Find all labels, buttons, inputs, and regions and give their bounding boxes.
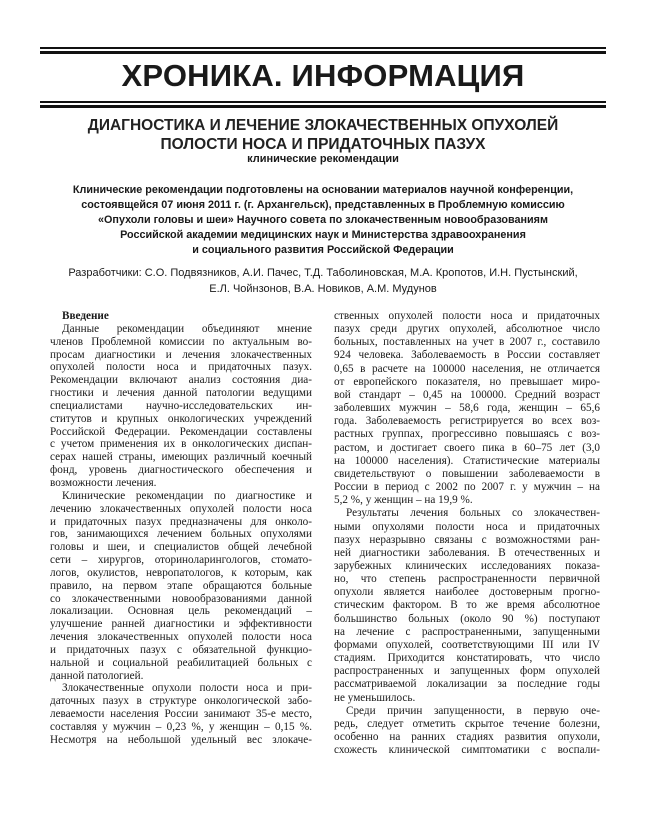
text-line: головы и шеи, и специалистов общей лечебной xyxy=(50,541,312,554)
text-line: заболевших мужчин – 58,6 года, женщин – 65,6 xyxy=(334,402,600,415)
body-column-right xyxy=(334,310,600,757)
authors-line: Разработчики: С.О. Подвязников, А.И. Пачес, Т.Д. Таболиновская, М.А. Кропотов, И.Н. Пустынский, xyxy=(68,267,578,279)
article-title-line: ПОЛОСТИ НОСА И ПРИДАТОЧНЫХ ПАЗУХ xyxy=(160,136,486,153)
text-line: зарубежных клинических исследованиях показа- xyxy=(334,559,600,572)
text-line: ней диагностики заболевания. В отечественных и xyxy=(334,546,600,559)
text-line: Российской Федерации. Рекомендации составлены xyxy=(50,425,312,438)
text-line: Рекомендации включают анализ состояния диа- xyxy=(50,374,312,387)
text-line: с учетом применения их в онкологических диспан- xyxy=(50,438,312,451)
text-line: вой стандарт – 0,45 на 100000. Средний возраст xyxy=(334,388,600,401)
text-line: логов, окулистов, невропатологов, к которым, как xyxy=(50,566,312,579)
text-line: свидетельствуют о повышении заболеваемости в xyxy=(334,467,600,480)
authors xyxy=(40,265,606,297)
text-line: сети – хирургов, оториноларингологов, стомато- xyxy=(50,554,312,567)
text-line: лечения злокачественных опухолей полости носа xyxy=(50,631,312,644)
text-line: Данные рекомендации объединяют мнение xyxy=(62,322,312,335)
text-line: Клинические рекомендации по диагностике и xyxy=(62,489,312,502)
text-line: стическим фактором. В то же время абсолютное xyxy=(334,599,600,612)
text-line: данной патологией. xyxy=(50,669,144,682)
text-line: 924 человека. Заболеваемость в России составляет xyxy=(334,349,600,362)
text-line: года. Заболеваемость регистрируется во всех воз- xyxy=(334,415,600,428)
text-line: составляя у мужчин – 0,23 %, у женщин – 0,15 %. xyxy=(50,721,312,733)
text-line: пазух неразрывно связаны с возможностями ран- xyxy=(334,533,600,546)
text-line: на лечение с распространенными, запущенными xyxy=(334,625,600,638)
intro-line: и социального развития Российской Федерации xyxy=(192,244,454,256)
text-line: растных группах, прогрессивно повышаясь с воз- xyxy=(334,428,600,441)
text-line: и придаточных пазух предназначены для онколо- xyxy=(50,515,312,528)
article-title-line: ДИАГНОСТИКА И ЛЕЧЕНИЕ ЗЛОКАЧЕСТВЕННЫХ ОПУХОЛЕЙ xyxy=(87,117,559,134)
text-line: но, что степень распространенности первичной xyxy=(334,573,600,586)
text-line: особенно на ранних стадиях развития опухоли, xyxy=(334,731,600,743)
body-column-left xyxy=(50,310,312,747)
text-line: ственных опухолей полости носа и придаточных xyxy=(334,310,600,322)
text-line: со злокачественными новообразованиями данной xyxy=(50,592,312,605)
text-line: Результаты лечения больных со злокачествен- xyxy=(346,507,600,520)
text-line: Несмотря на небольшой удельный вес злокаче- xyxy=(50,733,312,746)
text-line: ными опухолями полости носа и придаточных xyxy=(334,520,600,533)
top-rule xyxy=(40,47,606,54)
text-line: и придаточных пазух с обязательной функцио- xyxy=(50,643,312,656)
intro-line: Клинические рекомендации подготовлены на основании материалов научной конференции, xyxy=(72,184,574,196)
article-title xyxy=(0,116,646,154)
title-rule xyxy=(40,101,606,108)
section-heading: Введение xyxy=(62,310,109,322)
text-line: просам диагностики и лечения злокачественных xyxy=(50,348,312,361)
text-line: не уменьшилось. xyxy=(334,691,416,704)
text-line: растом, и достигает своего пика в 60–75 лет (3,0 xyxy=(334,441,600,454)
text-line: улучшение ранней диагностики и эффективности xyxy=(50,618,312,631)
text-line: Среди причин запущенности, в первую оче- xyxy=(346,704,600,717)
article-subtitle: клинические рекомендации xyxy=(247,153,399,165)
text-line: нальной и социальной реабилитацией больных с xyxy=(50,656,312,669)
text-line: схожесть клинической симптоматики с воспали- xyxy=(334,744,600,757)
article-intro xyxy=(40,183,606,258)
text-line: гов, занимающихся лечением больных опухолями xyxy=(50,528,312,541)
text-line: России в период с 2002 по 2007 г. у мужчин – на xyxy=(334,481,600,494)
text-line: распространенных и запущенных форм опухолей xyxy=(334,665,600,678)
text-line: возможности лечения. xyxy=(50,476,157,489)
intro-line: «Опухоли головы и шеи» Научного совета по злокачественным новообразованиям xyxy=(98,214,548,226)
text-line: леваемости населения России занимают 35-е место, xyxy=(50,708,312,721)
text-line: локализации. Основная цель рекомендаций – xyxy=(50,605,312,618)
section-title: ХРОНИКА. ИНФОРМАЦИЯ xyxy=(121,58,525,93)
intro-line: Российской академии медицинских наук и Министерства здравоохранения xyxy=(120,229,526,241)
text-line: на 100000 населения). Статистические материалы xyxy=(334,454,600,467)
text-line: пазух среди других опухолей, абсолютное число xyxy=(334,323,600,336)
text-line: 5,2 %, у женщин – на 19,9 %. xyxy=(334,494,473,507)
text-line: фонд, уровень диагностического обеспечения и xyxy=(50,464,312,477)
text-line: большинство больных (около 90 %) поступают xyxy=(334,612,600,625)
text-line: гностики и лечения данной патологии ведущими xyxy=(50,387,312,400)
text-line: лечению злокачественных опухолей полости носа xyxy=(50,502,312,515)
intro-line: состоявщейся 07 июня 2011 г. (г. Архангельск), представленных в Проблемную комиссию xyxy=(81,199,565,211)
text-line: редь, следует отметить скрытое течение болезни, xyxy=(334,717,600,730)
authors-line: Е.Л. Чойнзонов, В.А. Новиков, А.М. Мудунов xyxy=(209,283,437,295)
text-line: даточных пазух в структуре онкологической забо- xyxy=(50,695,312,708)
text-line: ститутов и крупных онкологических учреждений xyxy=(50,412,312,425)
text-line: опухоли является наиболее достоверным прогно- xyxy=(334,586,600,599)
text-line: рассматриваемой локализации за последние годы xyxy=(334,678,600,691)
text-line: больных, поставленных на учет в 2007 г., составило xyxy=(334,336,600,349)
text-line: специалистами научно-исследовательских ин- xyxy=(50,399,312,412)
text-line: стадиям. Приходится констатировать, что число xyxy=(334,652,600,665)
text-line: формами опухолей, соответствующими III или IV xyxy=(334,638,600,651)
text-line: от европейского показателя, но превышает миро- xyxy=(334,375,600,388)
text-line: членов Проблемной комиссии по актуальным во- xyxy=(50,335,312,348)
text-line: серах нашей страны, имеющих различный коечный xyxy=(50,451,312,464)
text-line: правило, на первом этапе обращаются больные xyxy=(50,579,312,592)
text-line: 0,65 в расчете на 100000 населения, не отличается xyxy=(334,362,600,375)
text-line: опухолей полости носа и придаточных пазух. xyxy=(50,361,312,374)
text-line: Злокачественные опухоли полости носа и при- xyxy=(62,682,312,695)
